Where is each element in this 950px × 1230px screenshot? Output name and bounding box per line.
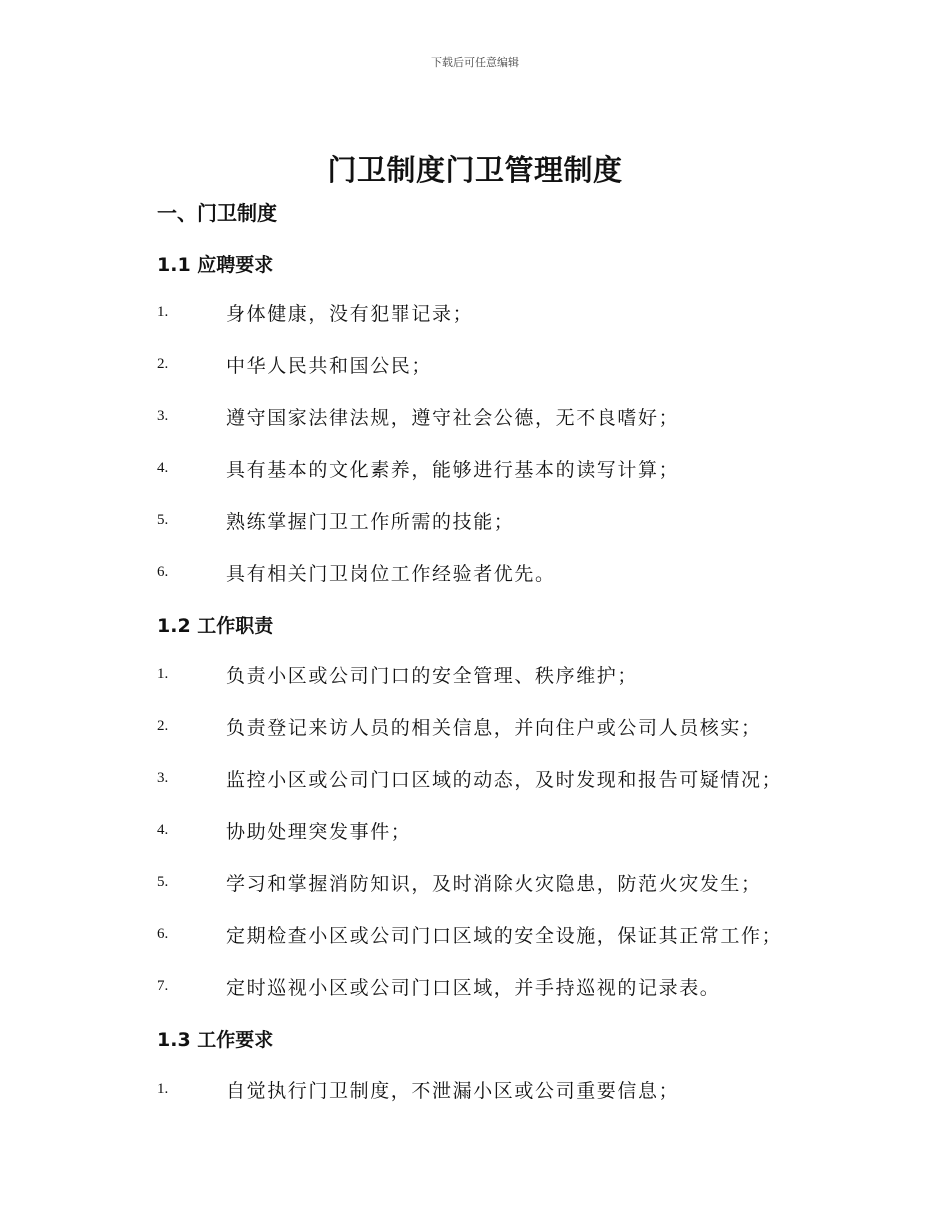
list-item xyxy=(0,869,950,899)
list-item-text: 中华人民共和国公民； xyxy=(226,355,433,377)
list-item-text: 协助处理突发事件； xyxy=(226,821,412,843)
list-item-number: 1. xyxy=(157,666,169,682)
list-item xyxy=(0,559,950,589)
list-item-text: 负责小区或公司门口的安全管理、秩序维护； xyxy=(226,665,639,687)
section-heading-1: 一、门卫制度 xyxy=(157,201,277,225)
subsection-heading-1-3: 1.3 工作要求 xyxy=(157,1029,274,1051)
list-item xyxy=(0,817,950,847)
list-item xyxy=(0,921,950,951)
list-item-text: 定期检查小区或公司门口区域的安全设施，保证其正常工作； xyxy=(226,925,783,947)
list-item xyxy=(0,507,950,537)
list-item-text: 学习和掌握消防知识，及时消除火灾隐患，防范火灾发生； xyxy=(226,873,762,895)
list-item xyxy=(0,661,950,691)
list-item-number: 2. xyxy=(157,718,169,734)
list-item-text: 定时巡视小区或公司门口区域，并手持巡视的记录表。 xyxy=(226,977,721,999)
list-item-number: 4. xyxy=(157,822,169,838)
list-item-text: 身体健康，没有犯罪记录； xyxy=(226,303,474,325)
list-item xyxy=(0,973,950,1003)
list-item-number: 1. xyxy=(157,304,169,320)
list-item xyxy=(0,351,950,381)
list-item xyxy=(0,455,950,485)
list-item-number: 5. xyxy=(157,512,169,528)
list-item-number: 7. xyxy=(157,978,169,994)
list-item-text: 具有相关门卫岗位工作经验者优先。 xyxy=(226,563,556,585)
list-item xyxy=(0,299,950,329)
list-item-number: 6. xyxy=(157,564,169,580)
document-title: 门卫制度门卫管理制度 xyxy=(327,153,623,187)
list-item-text: 遵守国家法律法规，遵守社会公德，无不良嗜好； xyxy=(226,407,680,429)
list-item xyxy=(0,403,950,433)
list-item-number: 3. xyxy=(157,770,169,786)
subsection-heading-1-2: 1.2 工作职责 xyxy=(157,615,274,637)
list-item-text: 熟练掌握门卫工作所需的技能； xyxy=(226,511,515,533)
list-item-text: 负责登记来访人员的相关信息，并向住户或公司人员核实； xyxy=(226,717,762,739)
list-item-text: 具有基本的文化素养，能够进行基本的读写计算； xyxy=(226,459,680,481)
subsection-heading-1-1: 1.1 应聘要求 xyxy=(157,254,274,276)
list-item-number: 5. xyxy=(157,874,169,890)
list-item-number: 3. xyxy=(157,408,169,424)
list-item-number: 6. xyxy=(157,926,169,942)
list-item xyxy=(0,765,950,795)
list-item-number: 2. xyxy=(157,356,169,372)
list-item xyxy=(0,713,950,743)
list-item xyxy=(0,1076,950,1106)
list-item-number: 4. xyxy=(157,460,169,476)
list-item-text: 监控小区或公司门口区域的动态，及时发现和报告可疑情况； xyxy=(226,769,783,791)
page-header-note: 下载后可任意编辑 xyxy=(431,56,519,69)
list-item-text: 自觉执行门卫制度，不泄漏小区或公司重要信息； xyxy=(226,1080,680,1102)
list-item-number: 1. xyxy=(157,1081,169,1097)
